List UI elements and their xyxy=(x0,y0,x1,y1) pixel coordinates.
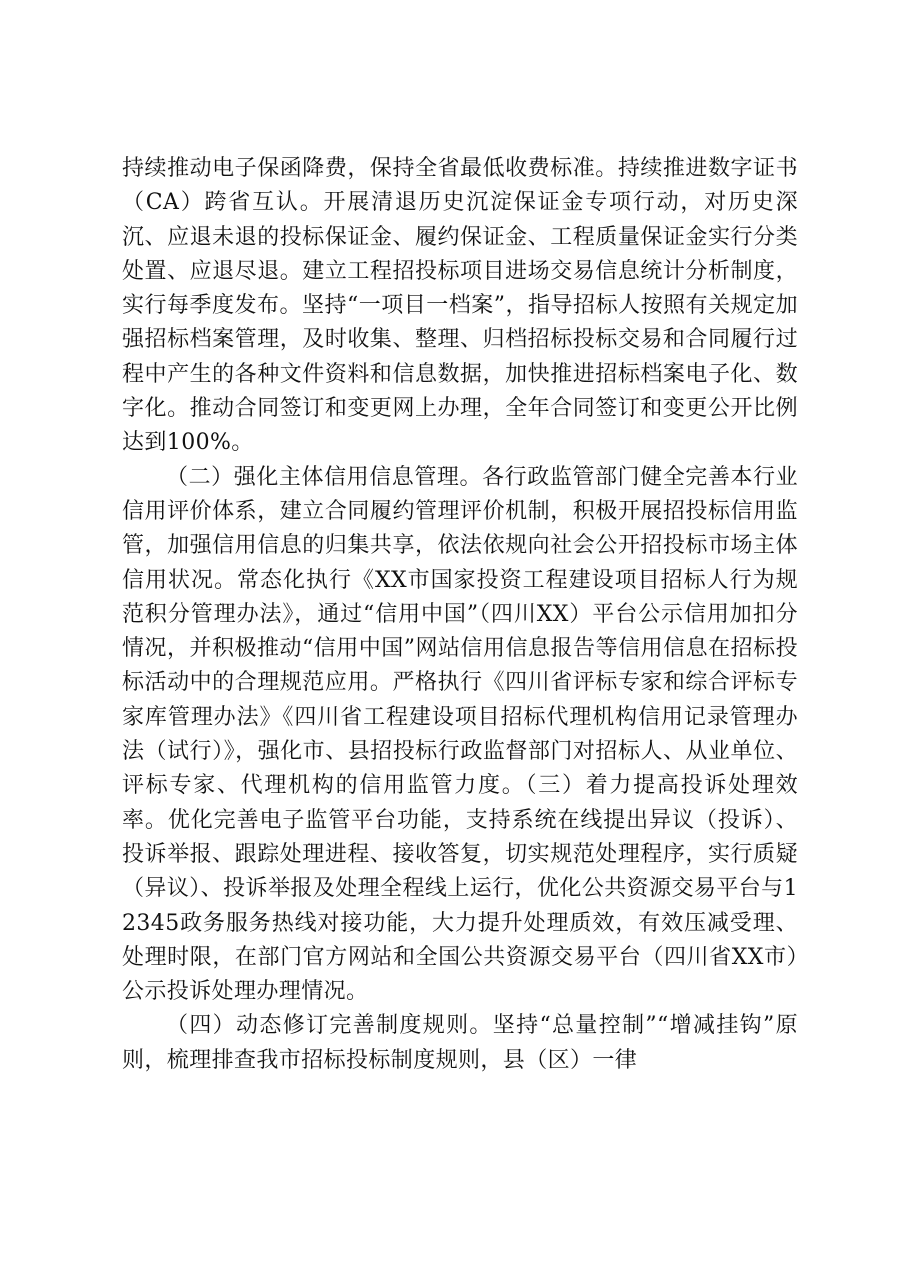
document-body xyxy=(122,152,798,1078)
paragraph-fees-and-archives: 持续推动电子保函降费，保持全省最低收费标准。持续推进数字证书（CA）跨省互认。开展清退历史沉淀保证金专项行动，对历史深沉、应退未退的投标保证金、履约保证金、工程质量保证金实行分类处置、应退尽退。建立工程招投标项目进场交易信息统计分析制度，实行每季度发布。坚持“一项目一档案”，指导招标人按照有关规定加强招标档案管理，及时收集、整理、归档招标投标交易和合同履行过程中产生的各种文件资料和信息数据，加快推进招标档案电子化、数字化。推动合同签订和变更网上办理，全年合同签订和变更公开比例达到100%。 xyxy=(122,156,798,456)
paragraph-rules-revision: （四）动态修订完善制度规则。坚持“总量控制”“增减挂钩”原则，梳理排查我市招标投标制度规则，县（区）一律 xyxy=(122,1013,798,1073)
paragraph-credit-management: （二）强化主体信用信息管理。各行政监管部门健全完善本行业信用评价体系，建立合同履约管理评价机制，积极开展招投标信用监管，加强信用信息的归集共享，依法依规向社会公开招投标市场主体信用状况。常态化执行《XX市国家投资工程建设项目招标人行为规范积分管理办法》，通过“信用中国”（四川XX）平台公示信用加扣分情况，并积极推动“信用中国”网站信用信息报告等信用信息在招标投标活动中的合理规范应用。严格执行《四川省评标专家和综合评标专家库管理办法》《四川省工程建设项目招标代理机构信用记录管理办法（试行）》，强化市、县招投标行政监督部门对招标人、从业单位、评标专家、代理机构的信用监管力度。（三）着力提高投诉处理效率。优化完善电子监管平台功能，支持系统在线提出异议（投诉）、投诉举报、跟踪处理进程、接收答复，切实规范处理程序，实行质疑（异议）、投诉举报及处理全程线上运行，优化公共资源交易平台与12345政务服务热线对接功能，大力提升处理质效，有效压减受理、处理时限，在部门官方网站和全国公共资源交易平台（四川省XX市）公示投诉处理办理情况。 xyxy=(122,464,798,1005)
